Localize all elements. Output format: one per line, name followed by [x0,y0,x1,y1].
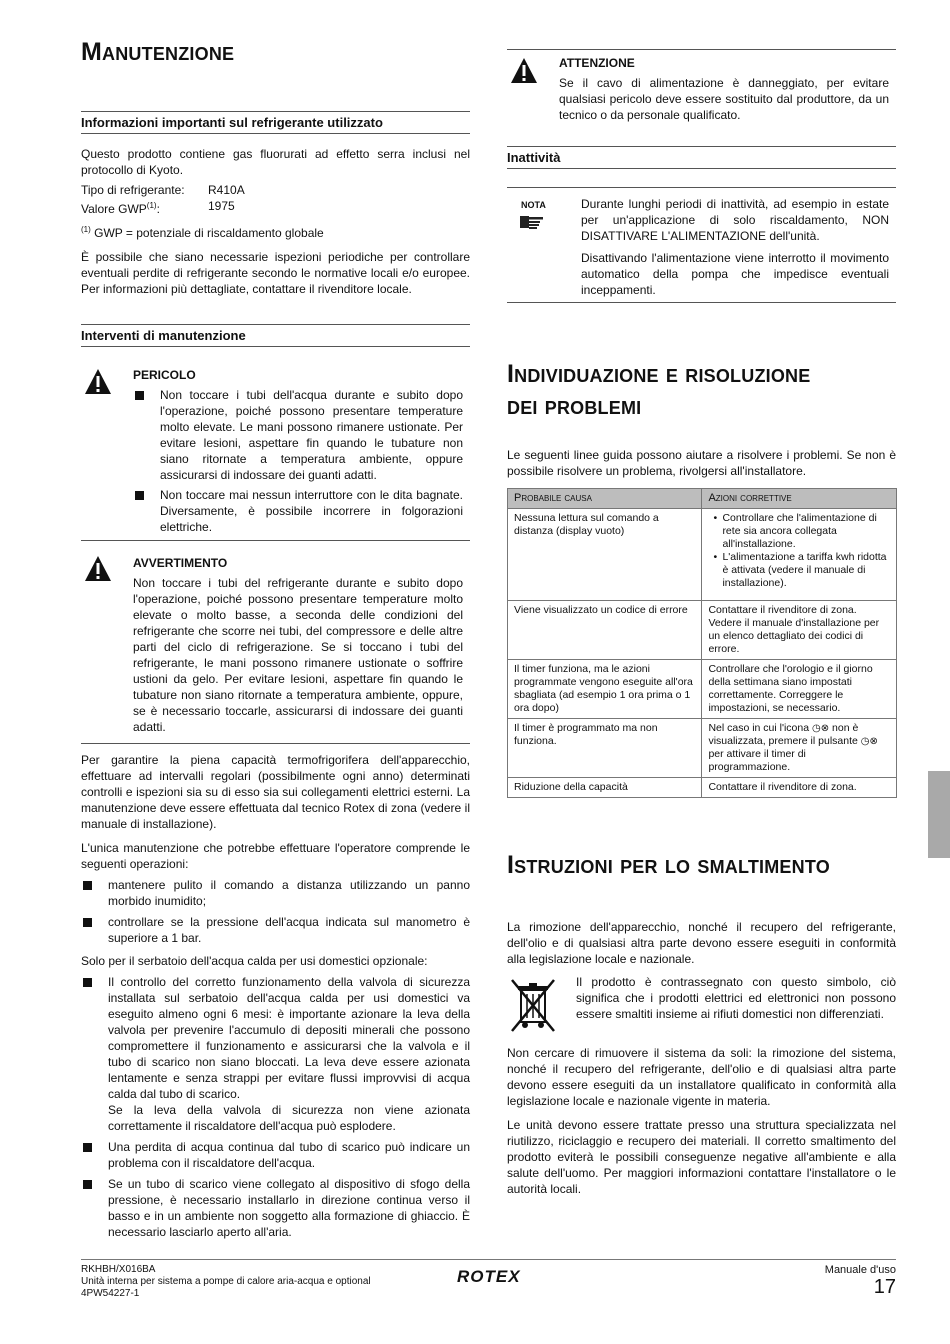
disposal-para4: Le unità devono essere trattate presso una struttura specializzata nel riutilizzo, riciclaggio e recupero dei materiali. Il corretto smaltimento del prodotto eviterà le possibili conseguenze negative all'ambiente e alla salute dell'uomo. Per maggiori informazioni contattare l'installatore o le autorità locali. [507,1118,896,1196]
action-bullet: • L'alimentazione a tariffa kwh ridotta è attivata (vedere il manuale di installazione). [708,551,890,590]
action-cell: Nel caso in cui l'icona ◷⊗ non è visualizzata, premere il pulsante ◷⊗ per attivare il timer di programmazione. [702,719,897,778]
danger-warning-icon [84,368,112,396]
attention-warning-icon [510,57,538,85]
danger-block [133,367,463,535]
page-number: 17 [873,1276,896,1298]
ops-item: mantenere pulito il comando a distanza utilizzando un panno morbido inumidito; [81,877,470,909]
cause-cell: Nessuna lettura sul comando a distanza (display vuoto) [508,509,702,601]
divider [81,540,470,541]
attention-text: Se il cavo di alimentazione è danneggiato, per evitare qualsiasi pericolo deve essere sostituito dal produttore, da un tecnico o da personale qualificato. [559,76,889,122]
gwp-label: Valore GWP$^{(1)}$: [81,201,160,216]
refrigerant-body: È possibile che siano necessarie ispezioni periodiche per controllare eventuali perdite di refrigerante secondo le normative locali e/o europee. Per informazioni più dettagliate, contattare il rivenditore locale. [81,250,470,296]
disposal-para3: Non cercare di rimuovere il sistema da soli: la rimozione del sistema, nonché il recupero del refrigerante, dell'olio e di qualsiasi altra parte devono essere eseguiti da un installatore qualificato in conformità alla legislazione locale e nazionale vigente in materia. [507,1046,896,1108]
tank-item-text: Se la leva della valvola di sicurezza non viene azionata correttamente il riscaldatore dell'acqua può esplodere. [108,1103,470,1133]
divider [507,49,896,50]
crossed-bin-icon [508,978,558,1033]
cause-cell: Il timer funziona, ma le azioni programmate vengono eseguite all'ora sbagliata (ad esempio 1 ora prima o 1 ora dopo) [508,660,702,719]
table-row [508,509,897,601]
cause-cell: Viene visualizzato un codice di errore [508,601,702,660]
action-cell: Controllare che l'orologio e il giorno della settimana siano impostati correttamente. Correggere le impostazioni, se necessario. [702,660,897,719]
tank-item-text: Il controllo del corretto funzionamento della valvola di sicurezza installata sul serbatoio dell'acqua calda per usi domestici va eseguito almeno ogni 6 mesi: è importante azionare la leva della valvola per prevenire l'accumulo di depositi minerali che possono compromettere il funzionamento e assicurarsi che la valvola e il tubo di scarico non siano bloccati. La leva deve essere azionata lentamente e senza strappi per evitare flussi improvvisi di acqua calda dal tubo di scarico. [108,975,470,1101]
maintenance-para2: L'unica manutenzione che potrebbe effettuare l'operatore comprende le seguenti operazioni: [81,841,470,871]
refrigerant-specs [81,182,470,214]
section-heading-text: Inattività [507,150,561,165]
col-header-cause: Probabile causa [508,489,702,509]
footer-divider [81,1259,896,1260]
divider [507,302,896,303]
action-cell: Contattare il rivenditore di zona. [702,778,897,798]
nota-label: NOTA [521,200,546,210]
section-maintenance-heading [81,324,470,347]
disposal-para1: La rimozione dell'apparecchio, nonché il recupero del refrigerante, dell'olio e di qualsiasi altra parte devono essere eseguiti in conformità alla legislazione locale e nazionale. [507,920,896,966]
footer-code: RKHBH/X016BA [81,1264,156,1275]
cause-cell: Il timer è programmato ma non funziona. [508,719,702,778]
troubleshooting-title: Individuazione e risoluzione dei problemi [507,360,811,420]
maintenance-para3: Solo per il serbatoio dell'acqua calda per usi domestici opzionale: [81,954,428,968]
refrigerant-type-label: Tipo di refrigerante: [81,183,185,197]
tank-item: Se un tubo di scarico viene collegato al dispositivo di sfogo della pressione, è necessario installarlo in direzione continua verso il basso e in un ambiente non soggetto alla formazione di ghiaccio. È necessario lasciarlo aperto all'aria. [81,1176,470,1240]
attention-block [559,55,889,123]
refrigerant-block [81,146,470,297]
cause-cell: Riduzione della capacità [508,778,702,798]
footer-manual: Manuale d'uso [824,1264,896,1276]
action-cell: Contattare il rivenditore di zona. Vedere il manuale d'installazione per un elenco dettagliato dei codici di errore. [702,601,897,660]
disposal-para2: Il prodotto è contrassegnato con questo simbolo, ciò significa che i prodotti elettrici ed elettronici non possono essere smaltiti insieme ai rifiuti domestici non differenziati. [576,975,896,1021]
divider [81,743,470,744]
clock-timer-icon: ◷⊗ [812,723,830,734]
danger-item: Non toccare mai nessun interruttore con le dita bagnate. Diversamente, è possibile incorrere in folgorazioni elettriche. [133,487,463,535]
warning-text: Non toccare i tubi del refrigerante durante e subito dopo l'operazione, poiché possono presentare temperature molto elevate o molto basse, a seconda delle condizioni del refrigerante che scorre nei tubi, del compressore e delle altre parti del ciclo di refrigerazione. Se si toccano i tubi del refrigerante, le mani possono rimanere ustionate o soffrire ustioni da gelo. Per evitare lesioni, aspettare fin quando le tubature non siano ritornate a temperatura ambiente, oppure, se è necessario toccarle, assicurarsi di indossare dei guanti adatti. [133,576,463,734]
nota-text: Disattivando l'alimentazione viene interrotto il movimento automatico della pompa che impedisce eventuali inceppamenti. [581,251,889,297]
disposal-title: Istruzioni per lo smaltimento [507,851,830,879]
action-cell [702,509,897,601]
danger-item: Non toccare i tubi dell'acqua durante e subito dopo l'operazione, poiché possono presentare temperature molto elevate. Le mani possono rimanere ustionate. Per evitare lesioni, aspettare fin quando le tubature non siano ritornate a temperatura ambiente, oppure assicurarsi di indossare dei guanti adatti. [133,387,463,483]
table-row [508,660,897,719]
ops-item: controllare se la pressione dell'acqua indicata sul manometro è superiore a 1 bar. [81,914,470,946]
section-inactivity-heading [507,146,896,169]
danger-label: PERICOLO [133,368,196,382]
tank-item: Una perdita di acqua continua dal tubo di scarico può indicare un problema con il riscaldatore dell'acqua. [81,1139,470,1171]
maintenance-para1: Per garantire la piena capacità termofrigorifera dell'apparecchio, effettuare ad intervalli regolari (possibilmente ogni anno) determinati controlli e ispezioni sia su di esso sia sui collegamenti elettrici esterni. La manutenzione deve essere effettuata dal tecnico Rotex di zona (vedere il manuale di installazione). [81,753,470,831]
nota-text: Durante lunghi periodi di inattività, ad esempio in estate per un'applicazione di solo riscaldamento, NON DISATTIVARE L'ALIMENTAZIONE dell'unità. [581,197,889,243]
clock-timer-icon: ◷⊗ [860,736,878,747]
footer-doc: 4PW54227-1 [81,1288,140,1299]
side-tab [928,771,950,858]
action-bullet: • Controllare che l'alimentazione di rete sia ancora collegata all'installazione. [708,512,890,551]
tank-item [81,974,470,1134]
refrigerant-intro: Questo prodotto contiene gas fluorurati ad effetto serra inclusi nel protocollo di Kyoto. [81,147,470,177]
table-header-row [508,489,897,509]
troubleshooting-table [507,488,897,798]
table-row [508,778,897,798]
section-heading-text: Informazioni importanti sul refrigerante utilizzato [81,115,383,130]
warning-label: AVVERTIMENTO [133,556,228,570]
table-row [508,601,897,660]
gwp-value: 1975 [208,199,235,213]
col-header-action: Azioni correttive [702,489,897,509]
footer-left [81,1264,441,1300]
page-title: Manutenzione [81,38,235,66]
footer-desc: Unità interna per sistema a pompe di calore aria-acqua e optional [81,1276,371,1287]
gwp-footnote: $^{(1)}$ GWP = potenziale di riscaldamento globale [81,225,324,240]
troubleshooting-intro: Le seguenti linee guida possono aiutare a risolvere i problemi. Se non è possibile risolvere un problema, rivolgersi all'installatore. [507,448,896,478]
refrigerant-type-value: R410A [208,183,245,197]
hand-pointer-icon [520,214,544,230]
warning-block [133,555,463,735]
maintenance-body [81,752,470,1240]
attention-label: ATTENZIONE [559,56,635,70]
warning-icon [84,555,112,583]
brand-logo: ROTEX [457,1267,521,1286]
nota-block [581,196,889,298]
section-refrigerant-heading [81,111,470,134]
section-heading-text: Interventi di manutenzione [81,328,246,343]
divider [507,187,896,188]
table-row [508,719,897,778]
